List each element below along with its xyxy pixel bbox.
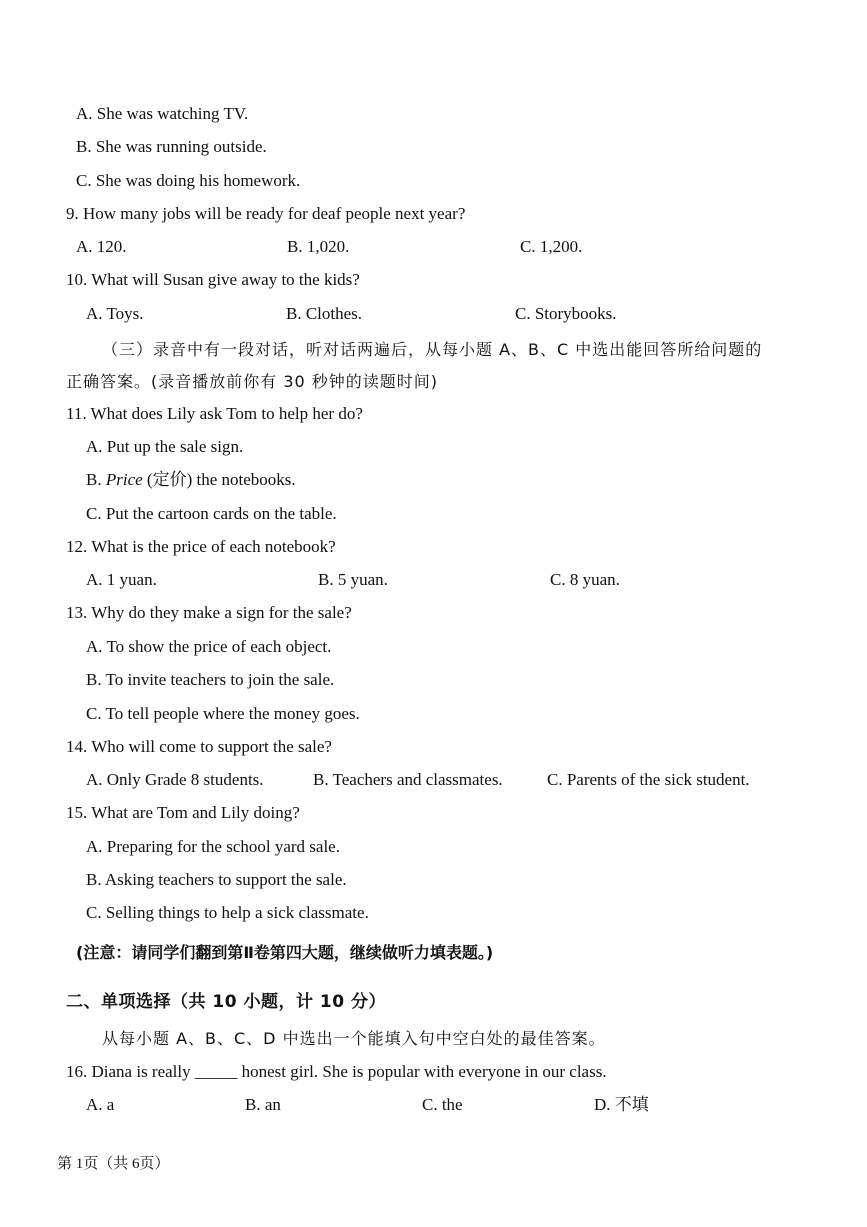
q15-question: 15. What are Tom and Lily doing? [66,803,300,822]
listening-note: (注意：请同学们翻到第Ⅱ卷第四大题，继续做听力填表题。) [76,943,494,962]
q8-option-c: C. She was doing his homework. [76,171,301,190]
q9-option-b: B. 1,020. [287,237,350,256]
q13-option-c: C. To tell people where the money goes. [86,704,360,723]
q16-option-d: D. 不填 [594,1095,649,1114]
section2-instruction: 从每小题 A、B、C、D 中选出一个能填入句中空白处的最佳答案。 [102,1029,606,1048]
q8-option-b: B. She was running outside. [76,137,267,156]
page-footer: 第 1页（共 6页） [57,1156,170,1172]
q10-option-c: C. Storybooks. [515,304,617,323]
q11-option-b-suffix: (定价) the notebooks. [142,470,296,489]
q11-option-b-italic-word: Price [105,470,143,489]
q14-option-c: C. Parents of the sick student. [547,770,750,789]
q11-option-a: A. Put up the sale sign. [86,437,244,456]
q12-option-a: A. 1 yuan. [86,570,157,589]
section3-instruction-line2: 正确答案。(录音播放前你有 30 秒钟的读题时间) [66,372,439,391]
q10-question: 10. What will Susan give away to the kids? [66,270,360,289]
q13-option-b: B. To invite teachers to join the sale. [86,670,335,689]
q9-option-c: C. 1,200. [520,237,583,256]
q16-option-c: C. the [422,1095,463,1114]
q15-option-b: B. Asking teachers to support the sale. [86,870,347,889]
q11-option-b-prefix: B. [86,470,106,489]
section3-instruction-line1: （三）录音中有一段对话，听对话两遍后，从每小题 A、B、C 中选出能回答所给问题的 [102,340,763,359]
q16-question: 16. Diana is really _____ honest girl. She is popular with everyone in our class. [66,1062,607,1081]
q16-option-b: B. an [245,1095,281,1114]
q12-option-c: C. 8 yuan. [550,570,620,589]
q13-option-a: A. To show the price of each object. [86,637,332,656]
q14-option-a: A. Only Grade 8 students. [86,770,264,789]
q10-option-a: A. Toys. [86,304,144,323]
q16-option-a: A. a [86,1095,115,1114]
q10-option-b: B. Clothes. [286,304,363,323]
q13-question: 13. Why do they make a sign for the sale? [66,603,352,622]
q11-option-c: C. Put the cartoon cards on the table. [86,504,337,523]
q9-question: 9. How many jobs will be ready for deaf people next year? [66,204,466,223]
q12-option-b: B. 5 yuan. [318,570,388,589]
q11-option-b [86,470,296,490]
q11-question: 11. What does Lily ask Tom to help her do? [66,404,363,423]
q14-option-b: B. Teachers and classmates. [313,770,503,789]
q9-option-a: A. 120. [76,237,127,256]
q14-question: 14. Who will come to support the sale? [66,737,332,756]
section2-heading: 二、单项选择（共 10 小题，计 10 分） [66,992,386,1012]
q12-question: 12. What is the price of each notebook? [66,537,336,556]
q15-option-c: C. Selling things to help a sick classmate. [86,903,369,922]
q15-option-a: A. Preparing for the school yard sale. [86,837,340,856]
q8-option-a: A. She was watching TV. [76,104,249,123]
